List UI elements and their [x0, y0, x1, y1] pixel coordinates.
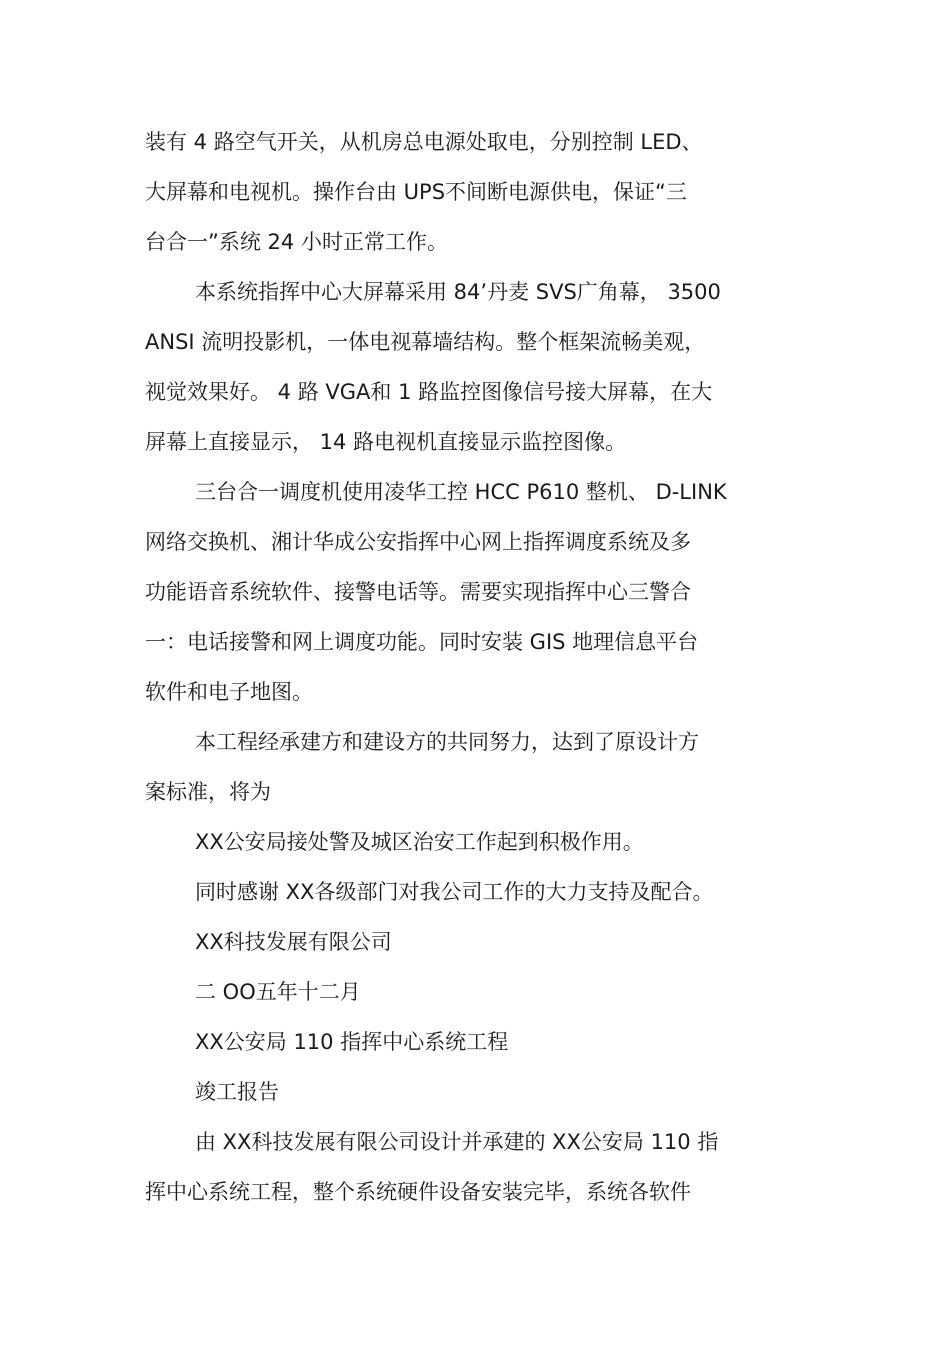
- text-line: 网络交换机、湘计华成公安指挥中心网上指挥调度系统及多: [145, 530, 691, 554]
- date-line: 二 OO五年十二月: [195, 980, 361, 1004]
- section-subtitle: 竣工报告: [195, 1080, 279, 1104]
- text-line: 一：电话接警和网上调度功能。同时安装 GIS 地理信息平台: [145, 630, 699, 654]
- text-line: 案标准，将为: [145, 780, 271, 804]
- text-line: 同时感谢 XX各级部门对我公司工作的大力支持及配合。: [195, 880, 714, 904]
- text-line: 大屏幕和电视机。操作台由 UPS不间断电源供电，保证“三: [145, 180, 687, 204]
- company-name: XX科技发展有限公司: [195, 930, 392, 954]
- paragraph-start: 由 XX科技发展有限公司设计并承建的 XX公安局 110 指: [195, 1130, 719, 1154]
- text-line: XX公安局接处警及城区治安工作起到积极作用。: [195, 830, 644, 854]
- section-title: XX公安局 110 指挥中心系统工程: [195, 1030, 509, 1054]
- text-line: 装有 4 路空气开关，从机房总电源处取电，分别控制 LED、: [145, 130, 703, 154]
- text-line: 挥中心系统工程，整个系统硬件设备安装完毕，系统各软件: [145, 1180, 691, 1204]
- paragraph-start: 本系统指挥中心大屏幕采用 84’丹麦 SVS广角幕， 3500: [195, 280, 721, 304]
- text-line: 功能语音系统软件、接警电话等。需要实现指挥中心三警合: [145, 580, 691, 604]
- text-line: 屏幕上直接显示， 14 路电视机直接显示监控图像。: [145, 430, 627, 454]
- paragraph-start: 三台合一调度机使用凌华工控 HCC P610 整机、 D-LINK: [195, 480, 727, 504]
- text-line: 视觉效果好。 4 路 VGA和 1 路监控图像信号接大屏幕，在大: [145, 380, 713, 404]
- text-line: 台合一”系统 24 小时正常工作。: [145, 230, 448, 254]
- paragraph-start: 本工程经承建方和建设方的共同努力，达到了原设计方: [195, 730, 699, 754]
- text-line: ANSI 流明投影机，一体电视幕墙结构。整个框架流畅美观，: [145, 330, 706, 354]
- text-line: 软件和电子地图。: [145, 680, 313, 704]
